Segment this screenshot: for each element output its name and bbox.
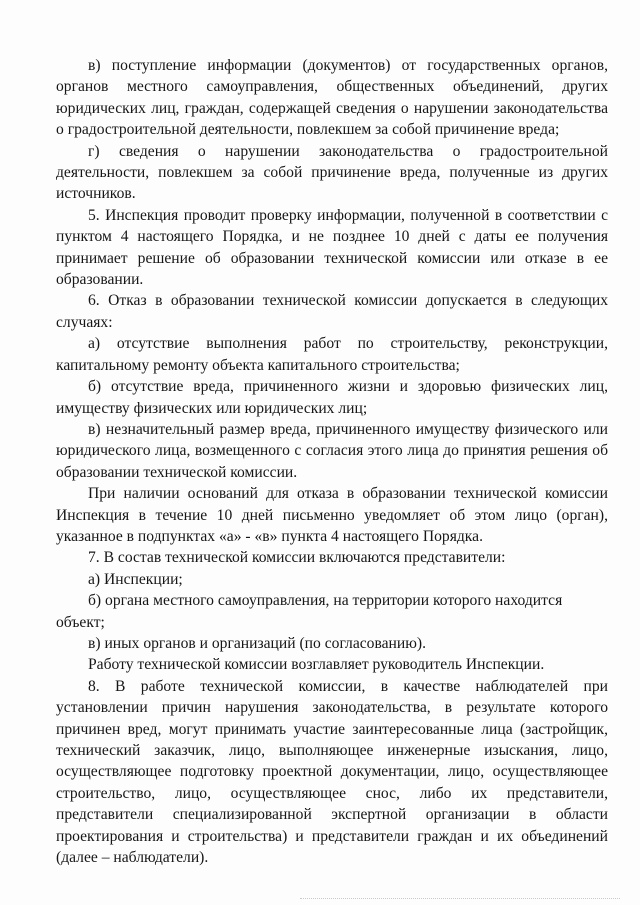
paragraph-6a: а) отсутствие выполнения работ по строительству, реконструкции, капитальному ремонту объекта капитального строительства; (56, 335, 608, 374)
document-body (56, 55, 608, 868)
scan-artifact-line (300, 898, 620, 899)
paragraph-refusal: При наличии оснований для отказа в образовании технической комиссии Инспекция в течение 10 дней письменно уведомляет об этом лицо (орган), указанное в подпунктах «а» - «в» пункта 4 настоящего Порядка. (56, 485, 608, 545)
paragraph-4v: в) поступление информации (документов) от государственных органов, органов местного самоуправления, общественных объединений, других юридических лиц, граждан, содержащей сведения о нарушении законодательства о градостроительной деятельности, повлекшем за собой причинение вреда; (56, 57, 608, 139)
paragraph-8: 8. В работе технической комиссии, в качестве наблюдателей при установлении причин нарушения законодательства, в результате которого причинен вред, могут принимать участие заинтересованные лица (застройщик, технический заказчик, лицо, выполняющее инженерные изыскания, лицо, осуществляющее подготовку проектной документации, лицо, осуществляющее строительство, лицо, осуществляющее снос, либо их представители, представители специализированной экспертной организации в области проектирования и строительства) и представители граждан и их объединений (далее – наблюдатели). (56, 677, 608, 867)
paragraph-7v: в) иных органов и организаций (по согласованию). (88, 634, 426, 652)
paragraph-7a: а) Инспекции; (88, 570, 183, 588)
paragraph-head: Работу технической комиссии возглавляет руководитель Инспекции. (88, 656, 545, 674)
paragraph-7: 7. В состав технической комиссии включаются представители: (88, 549, 506, 567)
paragraph-6: 6. Отказ в образовании технической комиссии допускается в следующих случаях: (56, 292, 608, 331)
paragraph-5: 5. Инспекция проводит проверку информации, полученной в соответствии с пунктом 4 настоящего Порядка, и не позднее 10 дней с даты ее получения принимает решение об образовании технической комиссии или отказе в ее образовании. (56, 206, 608, 289)
paragraph-6v: в) незначительный размер вреда, причиненного имуществу физического или юридического лица, возмещенного с согласия этого лица до принятия решения об образовании технической комиссии. (56, 420, 608, 481)
paragraph-4g: г) сведения о нарушении законодательства о градостроительной деятельности, повлекшем за собой причинение вреда, полученные из других источников. (56, 142, 608, 203)
paragraph-7b: б) органа местного самоуправления, на территории которого находится объект; (56, 592, 563, 631)
paragraph-6b: б) отсутствие вреда, причиненного жизни и здоровью физических лиц, имуществу физических или юридических лиц; (56, 378, 608, 417)
